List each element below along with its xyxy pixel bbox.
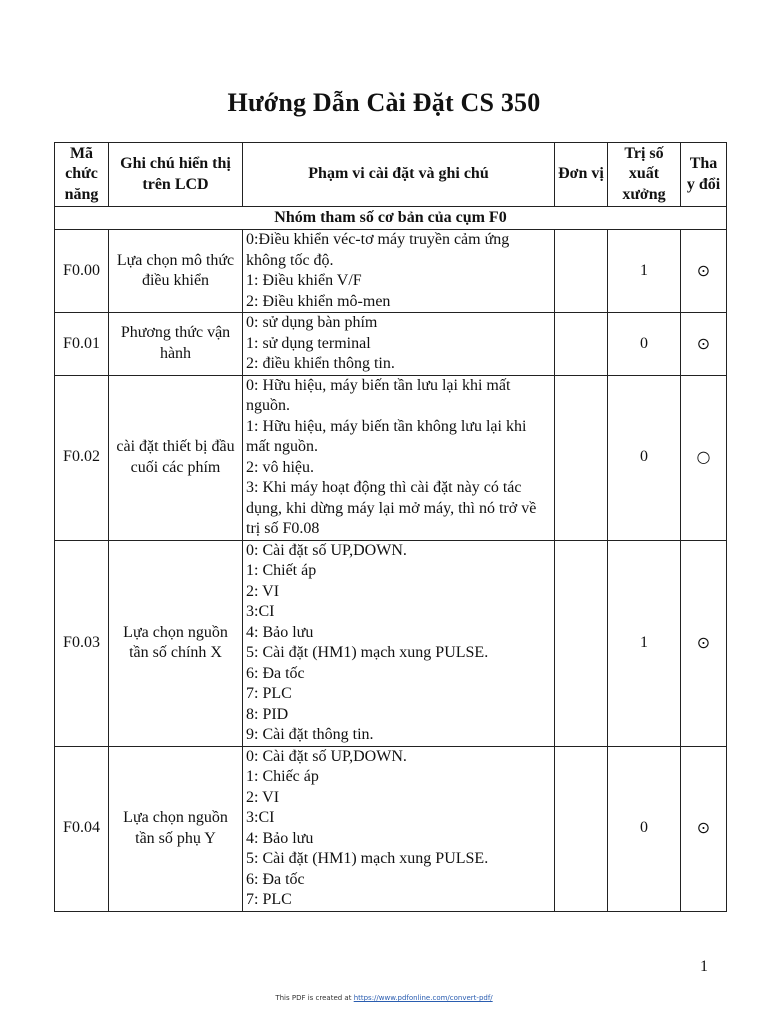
change-symbol: ⊙ xyxy=(681,540,727,746)
setting-line: 2: VI xyxy=(246,788,280,806)
setting-line: 6: Đa tốc xyxy=(246,664,305,682)
setting-line: 5: Cài đặt (HM1) mạch xung PULSE. xyxy=(246,850,489,867)
change-symbol: ⊙ xyxy=(681,746,727,911)
lcd-label: Phương thức vận hành xyxy=(109,313,243,376)
lcd-label: Lựa chọn nguồn tần số chính X xyxy=(109,540,243,746)
factory-value: 1 xyxy=(608,540,681,746)
function-code: F0.02 xyxy=(55,375,109,540)
function-code: F0.00 xyxy=(55,230,109,313)
setting-range xyxy=(243,540,555,746)
header-lcd: Ghi chú hiển thị trên LCD xyxy=(109,143,243,207)
setting-line: 1: Hữu hiệu, máy biến tần không lưu lại khi mất nguồn. xyxy=(246,417,527,455)
lcd-label: Lựa chọn mô thức điều khiển xyxy=(109,230,243,313)
unit-cell xyxy=(555,746,608,911)
setting-line: 0: Cài đặt số UP,DOWN. xyxy=(246,541,407,559)
change-symbol: ⊙ xyxy=(681,313,727,376)
setting-line: 0: Hữu hiệu, máy biến tần lưu lại khi mất nguồn. xyxy=(246,376,511,414)
header-range: Phạm vi cài đặt và ghi chú xyxy=(243,143,555,207)
setting-line: 2: VI xyxy=(246,582,280,600)
page-number: 1 xyxy=(700,958,708,975)
setting-line: 4: Bảo lưu xyxy=(246,623,314,641)
factory-value: 0 xyxy=(608,375,681,540)
factory-value: 0 xyxy=(608,313,681,376)
table-row xyxy=(55,375,727,540)
function-code: F0.01 xyxy=(55,313,109,376)
group-row xyxy=(55,207,727,230)
change-symbol: ⊙ xyxy=(681,230,727,313)
setting-range xyxy=(243,313,555,376)
function-code: F0.03 xyxy=(55,540,109,746)
setting-line: 1: Điều khiển V/F xyxy=(246,272,362,289)
setting-line: 1: sử dụng terminal xyxy=(246,334,371,352)
parameter-table xyxy=(54,142,727,912)
unit-cell xyxy=(555,540,608,746)
setting-line: 3:CI xyxy=(246,603,275,620)
header-factory: Trị số xuất xưởng xyxy=(608,143,681,207)
setting-line: 5: Cài đặt (HM1) mạch xung PULSE. xyxy=(246,644,489,661)
table-header-row xyxy=(55,143,727,207)
function-code: F0.04 xyxy=(55,746,109,911)
table-row xyxy=(55,313,727,376)
setting-line: 9: Cài đặt thông tin. xyxy=(246,726,374,743)
setting-line: 0: Cài đặt số UP,DOWN. xyxy=(246,747,407,765)
unit-cell xyxy=(555,230,608,313)
setting-line: 3: Khi máy hoạt động thì cài đặt này có tác dụng, khi dừng máy lại mở máy, thì nó trở về trị số F0.08 xyxy=(246,479,537,537)
factory-value: 1 xyxy=(608,230,681,313)
setting-line: 7: PLC xyxy=(246,685,292,702)
setting-line: 2: điều khiển thông tin. xyxy=(246,355,395,372)
setting-range xyxy=(243,746,555,911)
setting-line: 0:Điều khiển véc-tơ máy truyền cảm ứng không tốc độ. xyxy=(246,231,510,269)
setting-range xyxy=(243,230,555,313)
setting-line: 6: Đa tốc xyxy=(246,870,305,888)
table-row xyxy=(55,540,727,746)
page-title: Hướng Dẫn Cài Đặt CS 350 xyxy=(227,88,541,117)
footer-link[interactable]: https://www.pdfonline.com/convert-pdf/ xyxy=(353,994,493,1002)
setting-line: 0: sử dụng bàn phím xyxy=(246,314,378,331)
factory-value: 0 xyxy=(608,746,681,911)
setting-line: 2: vô hiệu. xyxy=(246,458,314,476)
pdf-footer xyxy=(0,994,768,1002)
lcd-label: cài đặt thiết bị đầu cuối các phím xyxy=(109,375,243,540)
footer-text: This PDF is created at xyxy=(275,994,354,1002)
header-code: Mã chức năng xyxy=(55,143,109,207)
setting-line: 3:CI xyxy=(246,809,275,826)
change-symbol: ○ xyxy=(681,375,727,540)
setting-line: 1: Chiếc áp xyxy=(246,768,319,785)
table-row xyxy=(55,230,727,313)
group-title: Nhóm tham số cơ bản của cụm F0 xyxy=(55,207,727,230)
setting-range xyxy=(243,375,555,540)
header-unit: Đơn vị xyxy=(555,143,608,207)
setting-line: 4: Bảo lưu xyxy=(246,829,314,847)
unit-cell xyxy=(555,375,608,540)
lcd-label: Lựa chọn nguồn tần số phụ Y xyxy=(109,746,243,911)
header-change: Tha y đổi xyxy=(681,143,727,207)
unit-cell xyxy=(555,313,608,376)
setting-line: 1: Chiết áp xyxy=(246,562,317,579)
setting-line: 7: PLC xyxy=(246,891,292,908)
setting-line: 8: PID xyxy=(246,705,289,723)
table-row xyxy=(55,746,727,911)
setting-line: 2: Điều khiển mô-men xyxy=(246,292,391,310)
